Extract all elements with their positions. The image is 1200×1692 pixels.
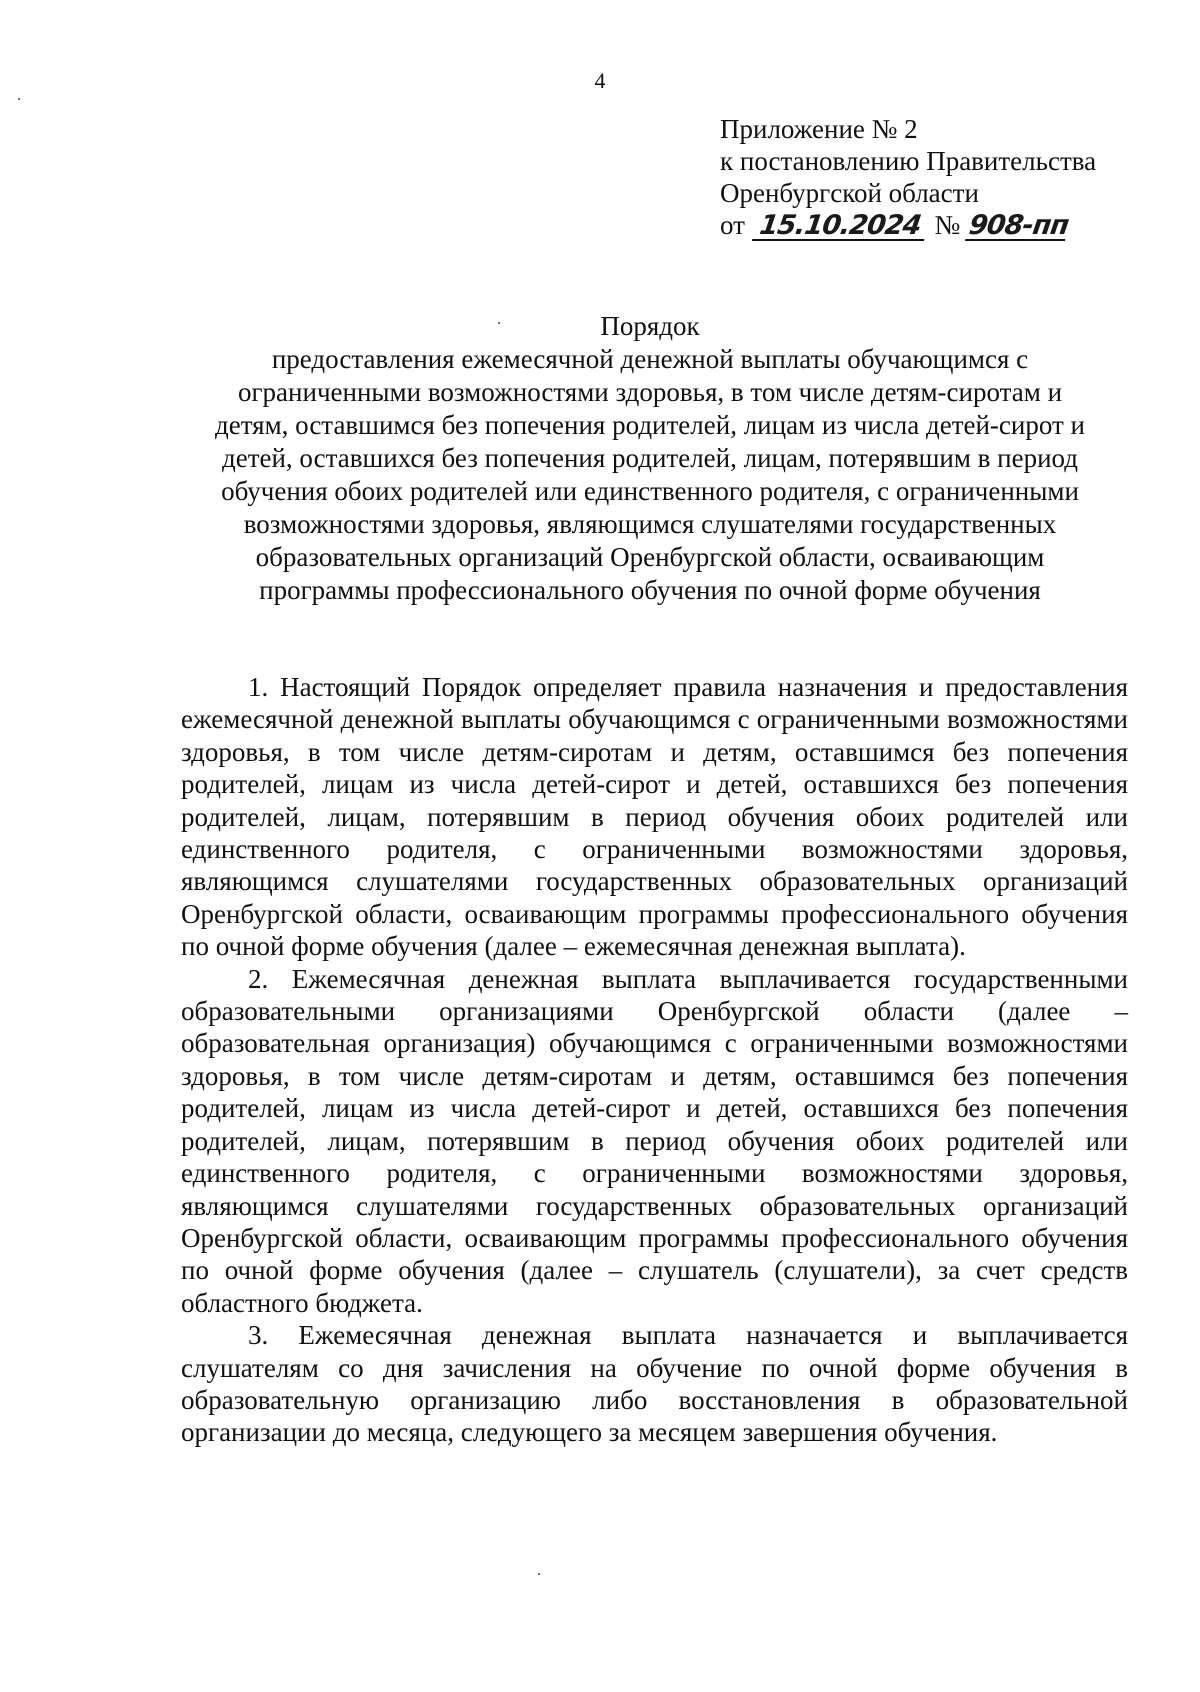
handwritten-date: 15.10.2024 [752,213,928,241]
document-body [181,671,1128,1449]
title-line: детям, оставшимся без попечения родителей, лицам из числа детей-сирот и [214,410,1085,440]
title-line: образовательных организаций Оренбургской области, осваивающим [255,542,1045,572]
appendix-date-line [720,209,1096,241]
handwritten-number: 908-пп [967,210,1071,241]
document-title [160,310,1140,607]
title-line: возможностями здоровья, являющимся слушателями государственных [243,509,1057,539]
appendix-region: Оренбургской области [720,178,979,208]
title-heading: Порядок [600,311,700,341]
paragraph-3: 3. Ежемесячная денежная выплата назначается и выплачивается слушателям со дня зачисления на обучение по очной форме обучения в образовательную организацию либо восстановления в образовательной организации до месяца, следующего за месяцем завершения обучения. [181,1320,1128,1448]
paragraph-1: 1. Настоящий Порядок определяет правила назначения и предоставления ежемесячной денежной выплаты обучающимся с ограниченными возможностями здоровья, в том числе детям-сиротам и детям, оставшимся без попечения родителей, лицам из числа детей-сирот и детей, оставшихся без попечения родителей, лицам, потерявшим в период обучения обоих родителей или единственного родителя, с ограниченными возможностями здоровья, являющимся слушателями государственных образовательных организаций Оренбургской области, осваивающим программы профессионального обучения по очной форме обучения (далее – ежемесячная денежная выплата). [181,672,1128,962]
page-number: 4 [594,68,606,93]
paragraph-2: 2. Ежемесячная денежная выплата выплачивается государственными образовательными организациями Оренбургской области (далее – образовательная организация) обучающимся с ограниченными возможностями здоровья, в том числе детям-сиротам и детям, оставшимся без попечения родителей, лицам из числа детей-сирот и детей, оставшихся без попечения родителей, лицам, потерявшим в период обучения обоих родителей или единственного родителя, с ограниченными возможностями здоровья, являющимся слушателями государственных образовательных организаций Оренбургской области, осваивающим программы профессионального обучения по очной форме обучения (далее – слушатель (слушатели), за счет средств областного бюджета. [181,963,1128,1318]
title-line: обучения обоих родителей или единственного родителя, с ограниченными [221,476,1079,506]
title-line: детей, оставшихся без попечения родителей, лицам, потерявшим в период [221,443,1079,473]
title-line: предоставления ежемесячной денежной выплаты обучающимся с [271,344,1029,374]
date-prefix: от [720,210,745,240]
appendix-header [720,113,1096,241]
scan-speck [18,98,20,100]
title-line: программы профессионального обучения по очной форме обучения [259,575,1041,605]
appendix-title: Приложение № 2 [720,114,918,144]
title-line: ограниченными возможностями здоровья, в том числе детям-сиротам и [237,377,1063,407]
number-prefix: № [934,210,961,240]
scan-speck [538,1573,540,1575]
appendix-reference: к постановлению Правительства [720,146,1097,176]
